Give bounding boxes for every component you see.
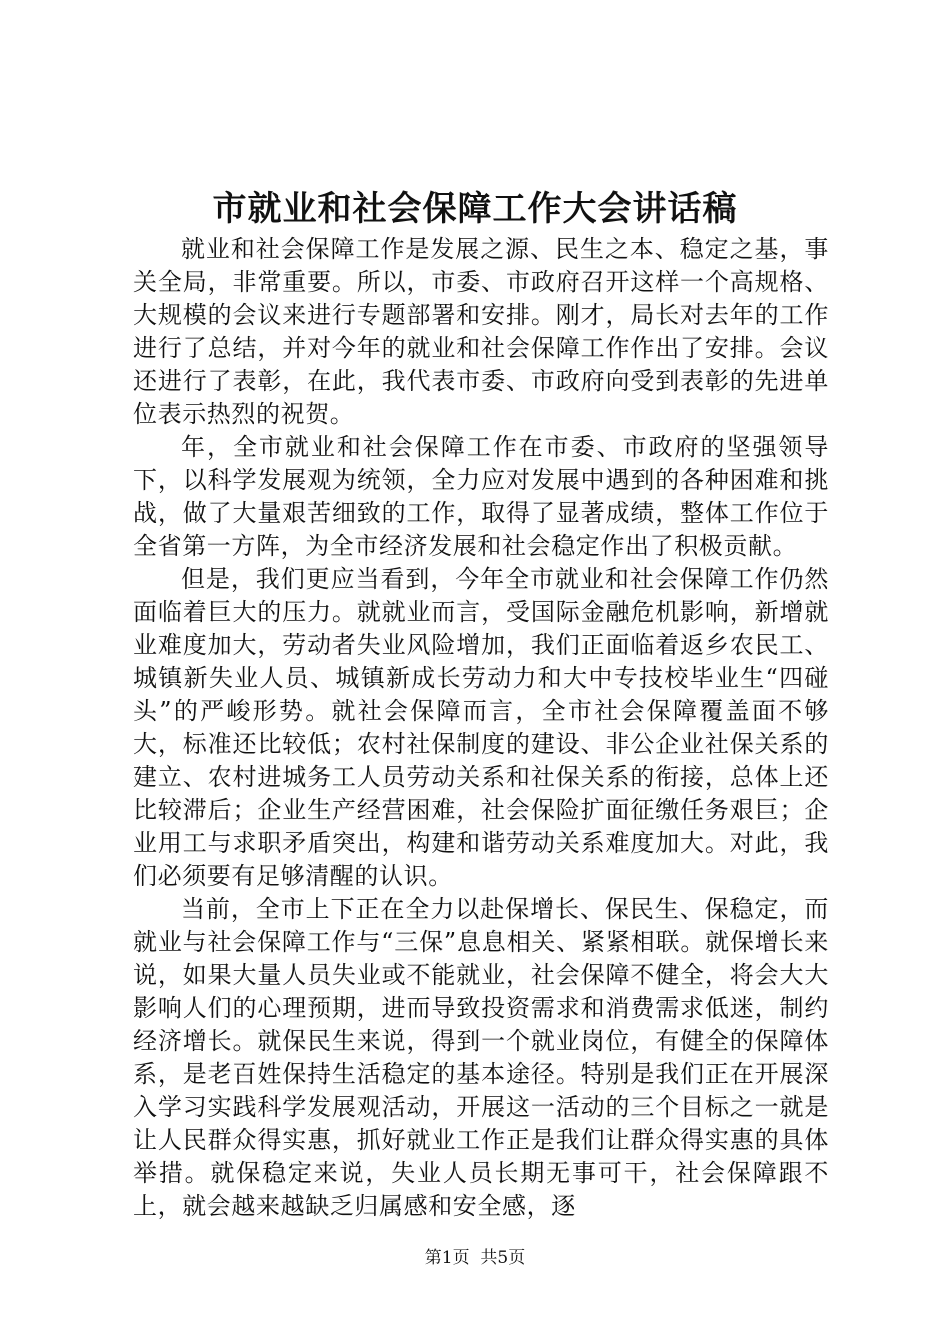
document-body [133,233,829,1223]
paragraph-4: 当前，全市上下正在全力以赴保增长、保民生、保稳定，而就业与社会保障工作与“三保”息息相关、紧紧相联。就保增长来说，如果大量人员失业或不能就业，社会保障不健全，将会大大影响人们的心理预期，进而导致投资需求和消费需求低迷，制约经济增长。就保民生来说，得到一个就业岗位，有健全的保障体系，是老百姓保持生活稳定的基本途径。特别是我们正在开展深入学习实践科学发展观活动，开展这一活动的三个目标之一就是让人民群众得实惠，抓好就业工作正是我们让群众得实惠的具体举措。就保稳定来说，失业人员长期无事可干，社会保障跟不上，就会越来越缺乏归属感和安全感，逐 [133,895,829,1220]
paragraph-2: 年，全市就业和社会保障工作在市委、市政府的坚强领导下，以科学发展观为统领，全力应对发展中遇到的各种困难和挑战，做了大量艰苦细致的工作，取得了显著成绩，整体工作位于全省第一方阵，为全市经济发展和社会稳定作出了积极贡献。 [133,433,829,560]
page-footer [0,1247,950,1269]
paragraph-3: 但是，我们更应当看到，今年全市就业和社会保障工作仍然面临着巨大的压力。就就业而言，受国际金融危机影响，新增就业难度加大，劳动者失业风险增加，我们正面临着返乡农民工、城镇新失业人员、城镇新成长劳动力和大中专技校毕业生“四碰头”的严峻形势。就社会保障而言，全市社会保障覆盖面不够大，标准还比较低；农村社保制度的建设、非公企业社保关系的建立、农村进城务工人员劳动关系和社保关系的衔接，总体上还比较滞后；企业生产经营困难，社会保险扩面征缴任务艰巨；企业用工与求职矛盾突出，构建和谐劳动关系难度加大。对此，我们必须要有足够清醒的认识。 [133,565,829,890]
document-title: 市就业和社会保障工作大会讲话稿 [212,189,738,229]
page-number: 第1页 共5页 [424,1248,526,1268]
paragraph-1: 就业和社会保障工作是发展之源、民生之本、稳定之基，事关全局，非常重要。所以，市委、市政府召开这样一个高规格、大规模的会议来进行专题部署和安排。刚才，局长对去年的工作进行了总结，并对今年的就业和社会保障工作作出了安排。会议还进行了表彰，在此，我代表市委、市政府向受到表彰的先进单位表示热烈的祝贺。 [133,235,829,428]
